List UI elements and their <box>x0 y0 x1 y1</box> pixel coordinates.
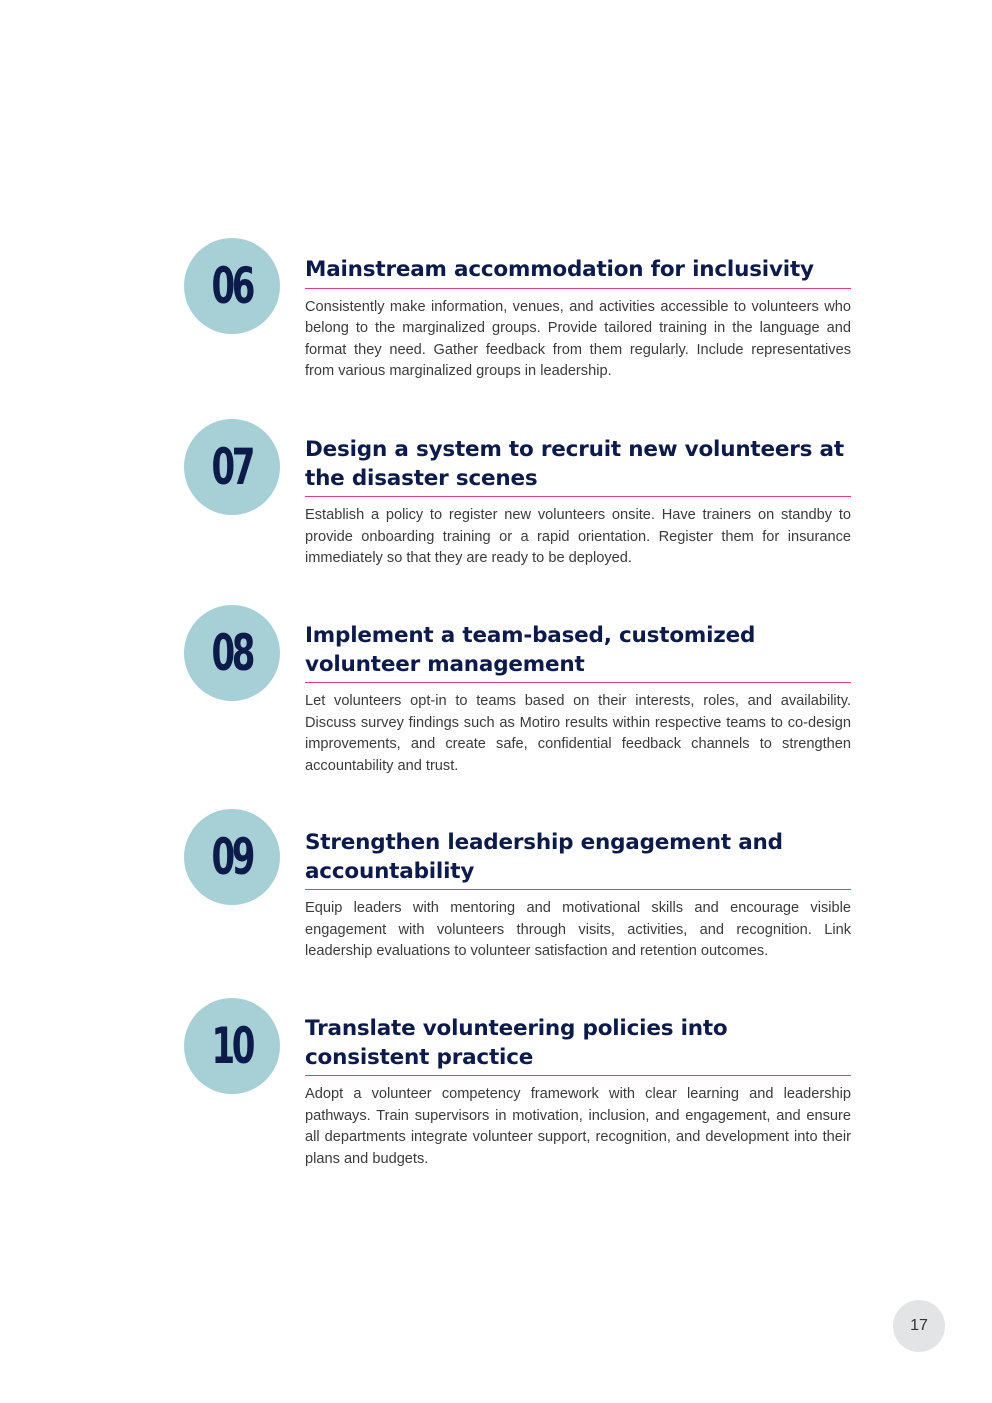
item-content <box>305 829 851 963</box>
item-content <box>305 436 851 570</box>
number-badge <box>184 605 280 701</box>
item-body: Equip leaders with mentoring and motivational skills and encourage visible engagement with volunteers through visits, activities, and recognition. Link leadership evaluations to volunteer satisfaction and retention outcomes. <box>305 900 851 960</box>
item-title: Implement a team-based, customized volunteer management <box>305 622 851 683</box>
item-body: Adopt a volunteer competency framework with clear learning and leadership pathways. Train supervisors in motivation, inclusion, and engagement, and ensure all departments integrate volunteer support, recognition, and development into their plans and budgets. <box>305 1086 851 1167</box>
item-content <box>305 256 851 383</box>
item-content <box>305 622 851 777</box>
item-title: Mainstream accommodation for inclusivity <box>305 256 851 289</box>
item-number: 10 <box>211 1017 253 1075</box>
item-content <box>305 1015 851 1170</box>
item-number: 07 <box>211 438 253 496</box>
item-title: Strengthen leadership engagement and accountability <box>305 829 851 890</box>
number-badge <box>184 998 280 1094</box>
number-badge <box>184 238 280 334</box>
item-body: Establish a policy to register new volunteers onsite. Have trainers on standby to provide onboarding training or a rapid orientation. Register them for insurance immediately so that they are ready to be deployed. <box>305 507 851 567</box>
item-number: 08 <box>211 624 253 682</box>
item-number: 06 <box>211 257 253 315</box>
item-body: Consistently make information, venues, and activities accessible to volunteers who belong to the marginalized groups. Provide tailored training in the language and format they need. Gather feedback from them regularly. Include representatives from various marginalized groups in leadership. <box>305 298 851 380</box>
page-number-badge <box>893 1300 945 1352</box>
item-title: Design a system to recruit new volunteers at the disaster scenes <box>305 436 851 497</box>
item-title: Translate volunteering policies into consistent practice <box>305 1015 851 1076</box>
item-body: Let volunteers opt-in to teams based on their interests, roles, and availability. Discuss survey findings such as Motiro results within respective teams to co-design improvements, and create safe, confidential feedback channels to strengthen accountability and trust. <box>305 693 851 774</box>
number-badge <box>184 419 280 515</box>
page-number: 17 <box>910 1317 928 1334</box>
number-badge <box>184 809 280 905</box>
item-number: 09 <box>211 828 253 886</box>
